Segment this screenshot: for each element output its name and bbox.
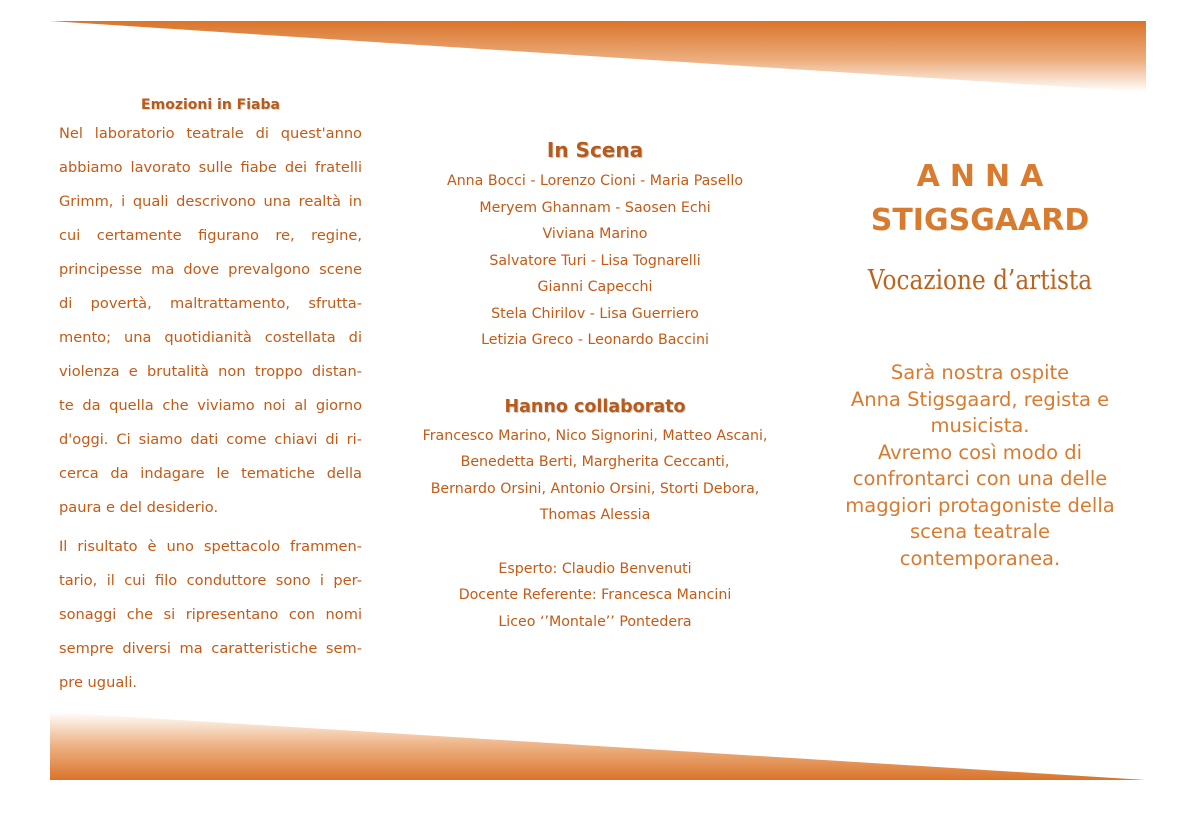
text-line: principesse ma dove prevalgono scene: [59, 261, 362, 278]
text-line: violenza e brutalità non troppo distan-: [59, 363, 362, 380]
guest-last-name: STIGSGAARD: [870, 203, 1090, 238]
collaborator-line: Thomas Alessia: [539, 507, 651, 523]
description-line: contemporanea.: [899, 546, 1061, 570]
description-line: scena teatrale: [909, 520, 1050, 543]
description-line: musicista.: [930, 414, 1030, 437]
collaborator-line: Benedetta Berti, Margherita Ceccanti,: [460, 454, 730, 470]
middle-column: [405, 136, 785, 635]
description-line: confrontarci con una delle: [852, 467, 1108, 490]
description-line: Avremo così modo di: [877, 440, 1083, 464]
left-column: [59, 94, 362, 700]
cast-line: Letizia Greco - Leonardo Baccini: [481, 332, 709, 348]
section-heading-emozioni: Emozioni in Fiaba: [141, 97, 280, 113]
text-line: Grimm, i quali descrivono una realtà in: [59, 193, 362, 210]
text-line: cerca da indagare le tematiche della: [59, 465, 362, 482]
text-line: abbiamo lavorato sulle fiabe dei fratelli: [59, 159, 362, 176]
top-band: [50, 21, 1146, 92]
text-line: te da quella che viviamo noi al giorno: [59, 397, 362, 414]
guest-subtitle: Vocazione d’artista: [867, 265, 1093, 296]
guest-description: [820, 360, 1140, 572]
text-line: cui certamente figurano re, regine,: [59, 227, 362, 244]
text-line: sonaggi che si ripresentano con nomi: [59, 606, 362, 623]
cast-line: Meryem Ghannam - Saosen Echi: [479, 199, 711, 216]
cast-line: Viviana Marino: [542, 226, 648, 242]
collaborators-list: [405, 423, 785, 529]
result-paragraph: [59, 530, 362, 700]
text-line: pre uguali.: [59, 674, 138, 691]
credit-line: Liceo ‘’Montale’’ Pontedera: [498, 613, 692, 630]
credit-line: Docente Referente: Francesca Mancini: [458, 587, 732, 603]
text-line: di povertà, maltrattamento, sfrutta-: [59, 295, 362, 312]
description-line: Anna Stigsgaard, regista e: [850, 387, 1110, 411]
description-line: Sarà nostra ospite: [890, 361, 1070, 384]
text-line: Nel laboratorio teatrale di quest'anno: [59, 125, 362, 142]
credit-line: Esperto: Claudio Benvenuti: [498, 560, 692, 577]
intro-paragraph: [59, 117, 362, 525]
cast-line: Salvatore Turi - Lisa Tognarelli: [489, 252, 701, 269]
section-heading-in-scena: In Scena: [546, 138, 644, 162]
collaborator-line: Francesco Marino, Nico Signorini, Matteo Ascani,: [422, 427, 768, 444]
cast-line: Gianni Capecchi: [537, 279, 653, 295]
cast-line: Stela Chirilov - Lisa Guerriero: [491, 305, 699, 322]
text-line: mento; una quotidianità costellata di: [59, 329, 362, 346]
collaborator-line: Bernardo Orsini, Antonio Orsini, Storti Debora,: [430, 480, 760, 497]
spacer: [405, 529, 785, 556]
guest-first-name: ANNA: [916, 159, 1054, 194]
cast-line: Anna Bocci - Lorenzo Cioni - Maria Pasello: [446, 173, 743, 189]
text-line: Il risultato è uno spettacolo frammen-: [59, 538, 362, 555]
section-heading-hanno-collaborato: Hanno collaborato: [504, 396, 686, 417]
cast-list: [405, 168, 785, 354]
text-line: paura e del desiderio.: [59, 499, 219, 516]
right-column: [820, 156, 1140, 572]
credits-list: [405, 556, 785, 636]
text-line: sempre diversi ma caratteristiche sem-: [59, 640, 362, 657]
text-line: tario, il cui filo conduttore sono i per-: [59, 572, 362, 589]
bottom-band: [50, 712, 1146, 780]
text-line: d'oggi. Ci siamo dati come chiavi di ri-: [59, 431, 362, 448]
description-line: maggiori protagoniste della: [845, 493, 1115, 517]
